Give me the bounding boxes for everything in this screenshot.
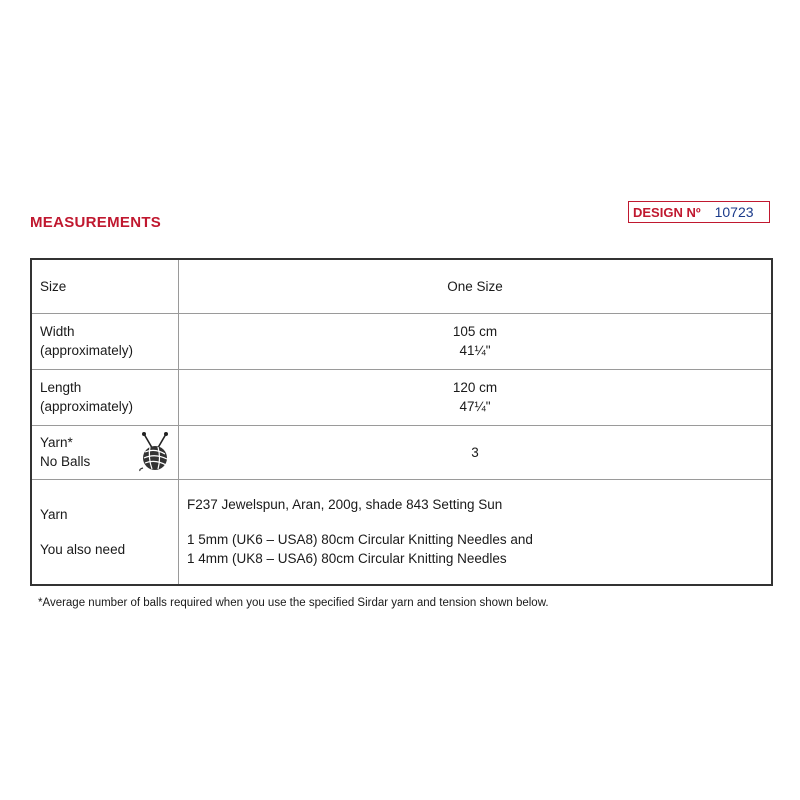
width-label (31, 313, 179, 369)
footnote: *Average number of balls required when you use the specified Sirdar yarn and tension shown below. (38, 597, 549, 609)
length-value (179, 369, 773, 425)
yarn-balls-label (31, 425, 179, 479)
also-need-line2: 1 4mm (UK8 – USA6) 80cm Circular Knitting Needles (187, 551, 507, 567)
table-row-yarn-balls (31, 425, 772, 479)
measurements-table (30, 258, 773, 586)
length-label (31, 369, 179, 425)
table-row-size (31, 259, 772, 313)
also-need-line1: 1 5mm (UK6 – USA8) 80cm Circular Knitting Needles and (187, 532, 533, 548)
section-heading: MEASUREMENTS (30, 214, 162, 231)
length-value-cm: 120 cm (452, 380, 498, 395)
length-label-line2: (approximately) (40, 399, 134, 414)
design-number-box (628, 201, 770, 223)
yarn-balls-label-line2: No Balls (40, 454, 91, 469)
also-need-label: You also need (40, 541, 126, 557)
yarn-ball-icon (138, 432, 172, 472)
table-row-yarn-details (31, 479, 772, 585)
length-value-in: 47¼" (459, 399, 491, 414)
design-label: DESIGN Nº (633, 204, 701, 220)
yarn-details-values (179, 479, 773, 585)
table-row-width (31, 313, 772, 369)
width-label-line2: (approximately) (40, 343, 134, 358)
yarn-balls-value: 3 (179, 425, 773, 479)
yarn-value: F237 Jewelspun, Aran, 200g, shade 843 Setting Sun (187, 497, 503, 513)
width-label-line1: Width (40, 324, 75, 339)
yarn-label: Yarn (40, 506, 68, 522)
design-number: 10723 (714, 204, 754, 220)
width-value-cm: 105 cm (452, 324, 498, 339)
length-label-line1: Length (40, 380, 82, 395)
yarn-details-labels (31, 479, 179, 585)
size-value: One Size (179, 259, 773, 313)
table-row-length (31, 369, 772, 425)
size-label: Size (31, 259, 179, 313)
yarn-balls-label-line1: Yarn* (40, 435, 73, 450)
width-value-in: 41¼" (459, 343, 491, 358)
width-value (179, 313, 773, 369)
